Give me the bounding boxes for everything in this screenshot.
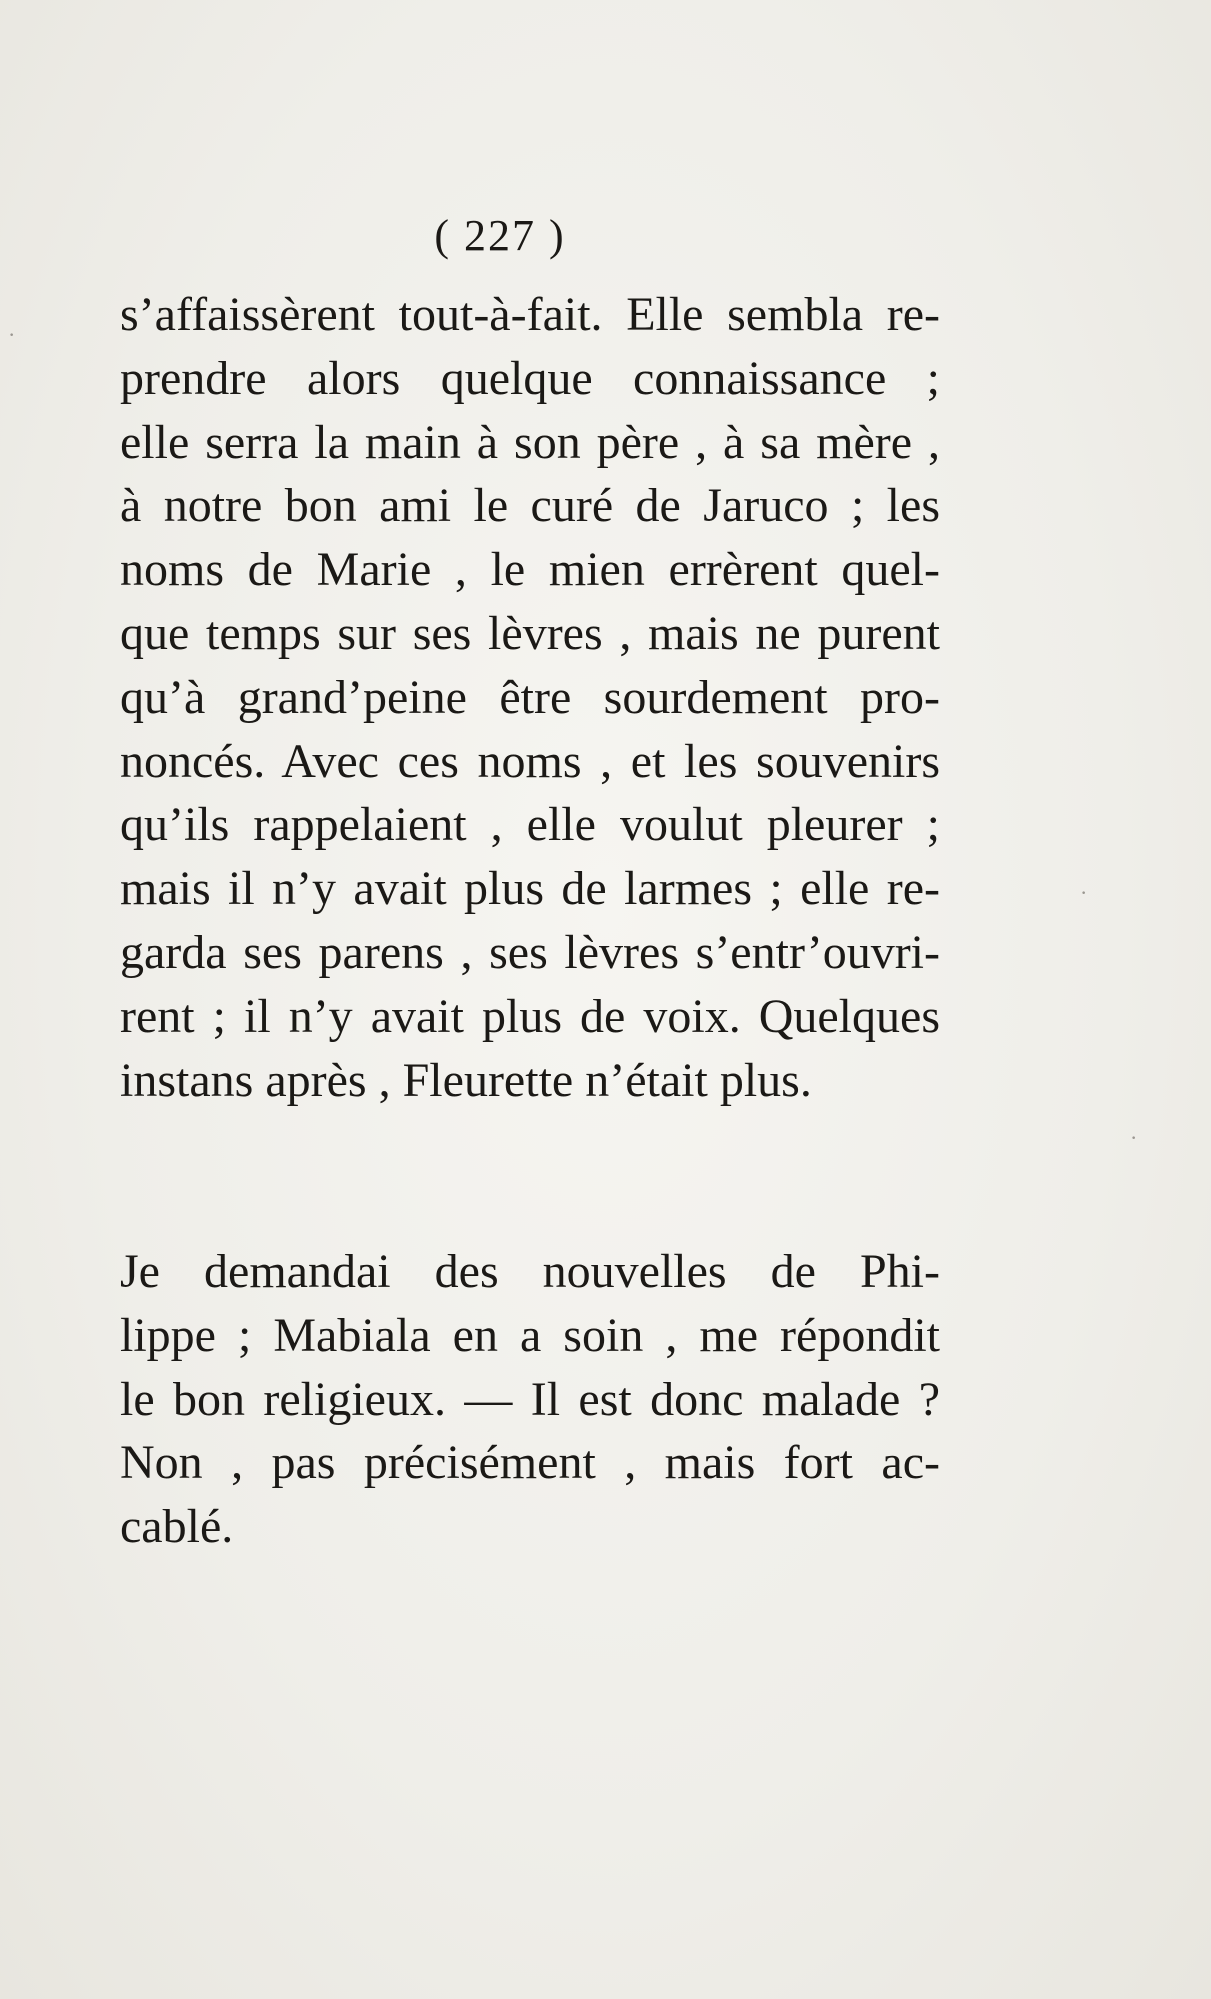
text-line: cablé. [120,1500,234,1554]
text-line: prendre alors quelque connaissance ; [120,351,940,405]
text-line: Je demandai des nouvelles de Phi- [120,1245,940,1298]
text-line: qu’à grand’peine être sourdement pro- [120,670,940,724]
ink-speck: · [1080,880,1088,905]
text-line: rent ; il n’y avait plus de voix. Quelques [120,989,940,1043]
text-line: Non , pas précisément , mais fort ac- [120,1436,940,1490]
paragraph-2 [120,1240,940,1559]
text-line: qu’ils rappelaient , elle voulut pleurer ; [120,798,940,852]
text-line: que temps sur ses lèvres , mais ne purent [120,606,940,660]
text-line: noncés. Avec ces noms , et les souvenirs [120,734,940,788]
text-line: instans après , Fleurette n’était plus. [120,1053,812,1107]
text-line: noms de Marie , le mien errèrent quel- [120,543,940,597]
text-line: mais il n’y avait plus de larmes ; elle re- [120,862,940,916]
text-line: le bon religieux. — Il est donc malade ? [120,1372,940,1426]
text-line: s’affaissèrent tout-à-fait. Elle sembla re- [120,288,940,341]
ink-speck: · [8,322,16,347]
ink-speck: · [1130,1125,1138,1150]
text-line: garda ses parens , ses lèvres s’entr’ouvri- [120,925,940,979]
text-line: lippe ; Mabiala en a soin , me répondit [120,1308,940,1362]
paragraph-1 [120,283,940,1112]
text-line: elle serra la main à son père , à sa mère , [120,415,940,469]
text-line: à notre bon ami le curé de Jaruco ; les [120,479,940,533]
page-number: ( 227 ) [434,211,566,260]
